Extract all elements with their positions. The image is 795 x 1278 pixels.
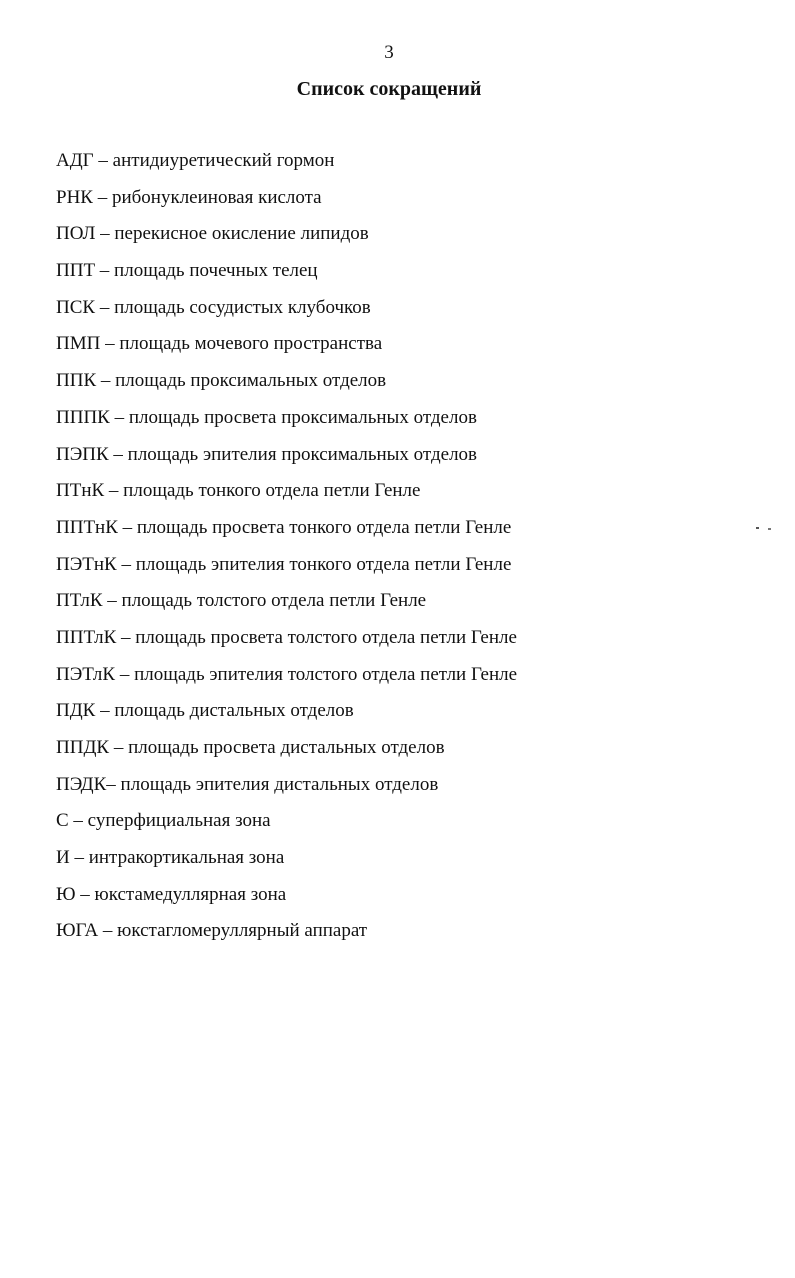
- abbreviation-item: ПЭДК– площадь эпителия дистальных отделов: [56, 773, 439, 795]
- abbreviation-item: ПППК – площадь просвета проксимальных отделов: [56, 406, 477, 428]
- abbreviation-item: ППДК – площадь просвета дистальных отделов: [56, 737, 445, 758]
- abbreviation-list: [56, 148, 517, 955]
- abbreviation-item: РНК – рибонуклеиновая кислота: [56, 186, 322, 208]
- page-title: Список сокращений: [296, 78, 482, 100]
- abbreviation-item: ПЭПК – площадь эпителия проксимальных отделов: [56, 443, 478, 465]
- abbreviation-item: ППТ – площадь почечных телец: [56, 260, 318, 282]
- abbreviation-item: ПТнК – площадь тонкого отдела петли Генле: [56, 480, 421, 502]
- abbreviation-item: И – интракортикальная зона: [56, 847, 285, 869]
- abbreviation-item: ППТнК – площадь просвета тонкого отдела петли Генле: [56, 516, 512, 538]
- abbreviation-item: ПЭТлК – площадь эпителия толстого отдела петли Генле: [56, 663, 518, 685]
- abbreviation-item: ППК – площадь проксимальных отделов: [56, 370, 387, 392]
- abbreviation-item: АДГ – антидиуретический гормон: [56, 150, 335, 171]
- abbreviation-item: ПСК – площадь сосудистых клубочков: [56, 296, 371, 318]
- scan-speck: [756, 527, 759, 529]
- abbreviation-item: ПМП – площадь мочевого пространства: [56, 333, 383, 355]
- page-number: 3: [384, 42, 394, 63]
- abbreviation-item: ПЭТнК – площадь эпителия тонкого отдела петли Генле: [56, 553, 512, 575]
- abbreviation-item: ЮГА – юкстагломеруллярный аппарат: [56, 920, 368, 942]
- abbreviation-item: С – суперфициальная зона: [56, 810, 271, 832]
- scan-speck: [768, 528, 771, 530]
- abbreviation-item: Ю – юкстамедуллярная зона: [56, 883, 287, 905]
- abbreviation-item: ПОЛ – перекисное окисление липидов: [56, 223, 369, 245]
- abbreviation-item: ПДК – площадь дистальных отделов: [56, 700, 354, 722]
- abbreviation-item: ППТлК – площадь просвета толстого отдела петли Генле: [56, 626, 517, 648]
- abbreviation-item: ПТлК – площадь толстого отдела петли Генле: [56, 590, 427, 612]
